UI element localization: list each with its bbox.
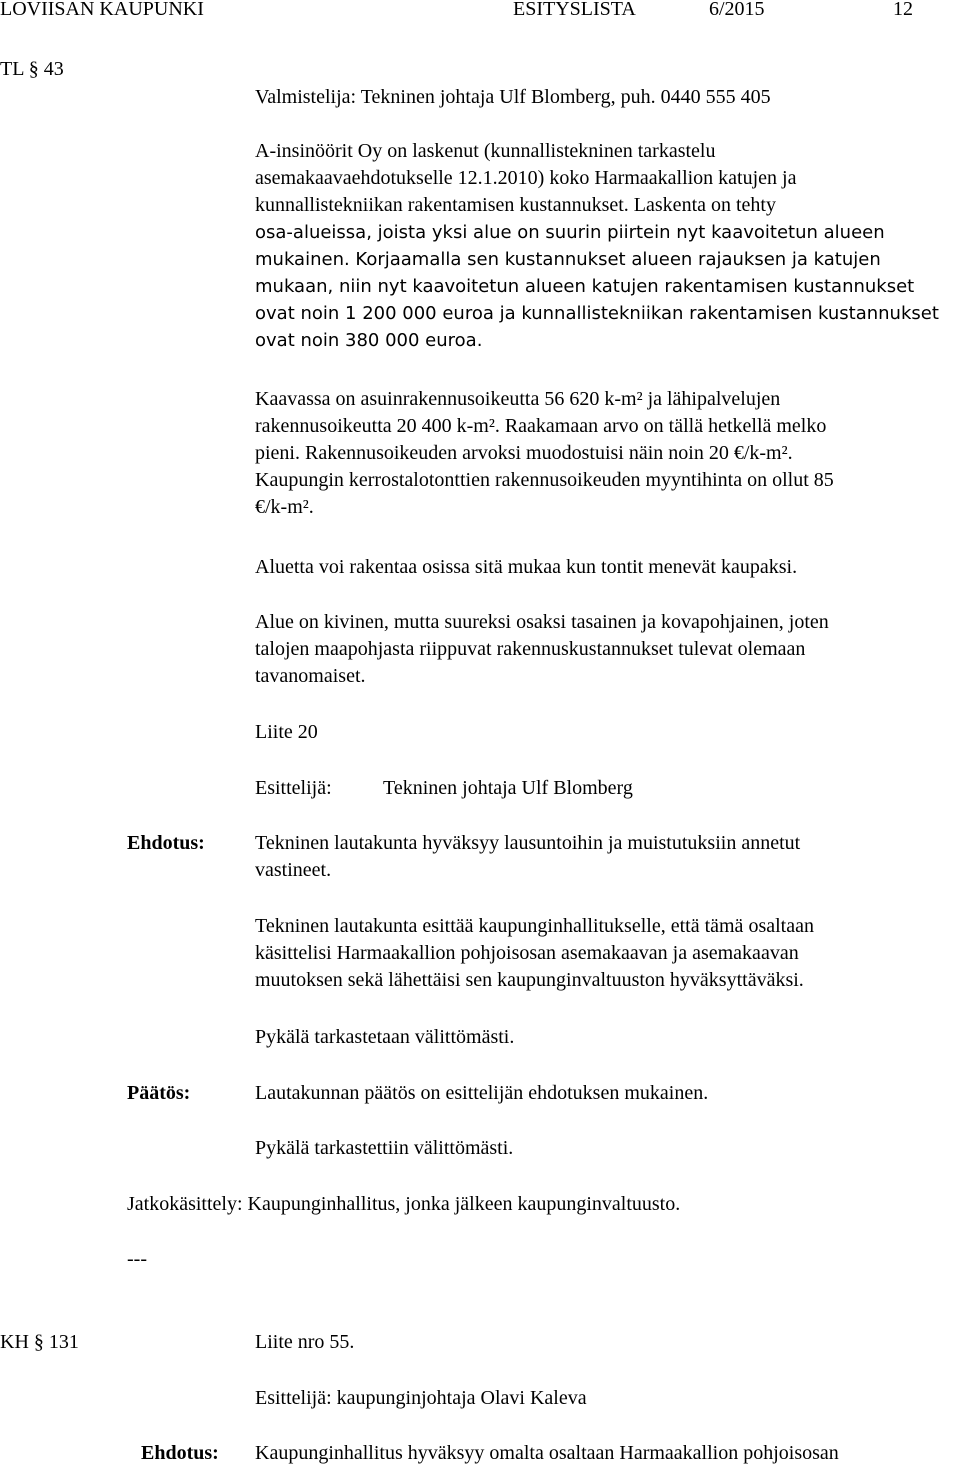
paragraph-line: ovat noin 1 200 000 euroa ja kunnallistekniikan rakentamisen kustannukset bbox=[255, 303, 939, 324]
paragraph-line: Kaupungin kerrostalotonttien rakennusoikeuden myyntihinta on ollut 85 bbox=[255, 469, 834, 491]
proposal-label: Ehdotus: bbox=[141, 1442, 219, 1464]
paragraph-line: Tekninen lautakunta hyväksyy lausuntoihin ja muistutuksiin annetut bbox=[255, 832, 801, 854]
paragraph-line: vastineet. bbox=[255, 859, 332, 881]
proposal-paragraph-3: Pykälä tarkastetaan välittömästi. bbox=[255, 1026, 515, 1048]
attachment-reference: Liite nro 55. bbox=[255, 1331, 355, 1353]
paragraph-line: Tekninen lautakunta esittää kaupunginhallitukselle, että tämä osaltaan bbox=[255, 915, 814, 937]
paragraph-line: €/k-m². bbox=[255, 496, 314, 518]
paragraph-line: asemakaavaehdotukselle 12.1.2010) koko Harmaakallion katujen ja bbox=[255, 167, 797, 189]
paragraph-line: talojen maapohjasta riippuvat rakennuskustannukset tulevat olemaan bbox=[255, 638, 806, 660]
header-org: LOVIISAN KAUPUNKI bbox=[0, 0, 204, 20]
paragraph-line: kunnallistekniikan rakentamisen kustannukset. Laskenta on tehty bbox=[255, 194, 776, 216]
paragraph-line: Kaavassa on asuinrakennusoikeutta 56 620 k-m² ja lähipalvelujen bbox=[255, 388, 781, 410]
section-id-kh: KH § 131 bbox=[0, 1331, 79, 1353]
paragraph-line: mukaan, niin nyt kaavoitetun alueen katujen rakentamisen kustannukset bbox=[255, 276, 915, 297]
decision-check-text: Pykälä tarkastettiin välittömästi. bbox=[255, 1137, 514, 1159]
paragraph-line: käsittelisi Harmaakallion pohjoisosan asemakaavan ja asemakaavan bbox=[255, 942, 799, 964]
header-issue: 6/2015 bbox=[709, 0, 765, 20]
section-separator: --- bbox=[127, 1248, 147, 1270]
paragraph-line: muutoksen sekä lähettäisi sen kaupunginvaltuuston hyväksyttäväksi. bbox=[255, 969, 804, 991]
paragraph-line: Alue on kivinen, mutta suureksi osaksi tasainen ja kovapohjainen, joten bbox=[255, 611, 829, 633]
paragraph-line: osa-alueissa, joista yksi alue on suurin piirtein nyt kaavoitetun alueen bbox=[255, 222, 885, 243]
presenter-name: Tekninen johtaja Ulf Blomberg bbox=[383, 777, 633, 799]
proposal-text: Kaupunginhallitus hyväksyy omalta osaltaan Harmaakallion pohjoisosan bbox=[255, 1442, 839, 1464]
decision-label: Päätös: bbox=[127, 1082, 191, 1104]
paragraph-line: mukainen. Korjaamalla sen kustannukset alueen rajauksen ja katujen bbox=[255, 249, 881, 270]
proposal-label: Ehdotus: bbox=[127, 832, 205, 854]
paragraph-line: pieni. Rakennusoikeuden arvoksi muodostuisi näin noin 20 €/k-m². bbox=[255, 442, 793, 464]
preparer-line: Valmistelija: Tekninen johtaja Ulf Blomberg, puh. 0440 555 405 bbox=[255, 86, 771, 108]
decision-text: Lautakunnan päätös on esittelijän ehdotuksen mukainen. bbox=[255, 1082, 709, 1104]
paragraph-phasing: Aluetta voi rakentaa osissa sitä mukaa kun tontit menevät kaupaksi. bbox=[255, 556, 798, 578]
presenter-label: Esittelijä: bbox=[255, 777, 332, 799]
paragraph-line: ovat noin 380 000 euroa. bbox=[255, 330, 483, 351]
paragraph-line: A-insinöörit Oy on laskenut (kunnallistekninen tarkastelu bbox=[255, 140, 716, 162]
presenter-line: Esittelijä: kaupunginjohtaja Olavi Kaleva bbox=[255, 1387, 587, 1409]
followup-text: Jatkokäsittely: Kaupunginhallitus, jonka jälkeen kaupunginvaltuusto. bbox=[127, 1193, 681, 1215]
attachment-reference: Liite 20 bbox=[255, 721, 318, 743]
paragraph-line: rakennusoikeutta 20 400 k-m². Raakamaan arvo on tällä hetkellä melko bbox=[255, 415, 827, 437]
paragraph-line: tavanomaiset. bbox=[255, 665, 366, 687]
header-page-number: 12 bbox=[893, 0, 913, 20]
header-doc-type: ESITYSLISTA bbox=[513, 0, 636, 20]
section-id-tl: TL § 43 bbox=[0, 58, 64, 80]
